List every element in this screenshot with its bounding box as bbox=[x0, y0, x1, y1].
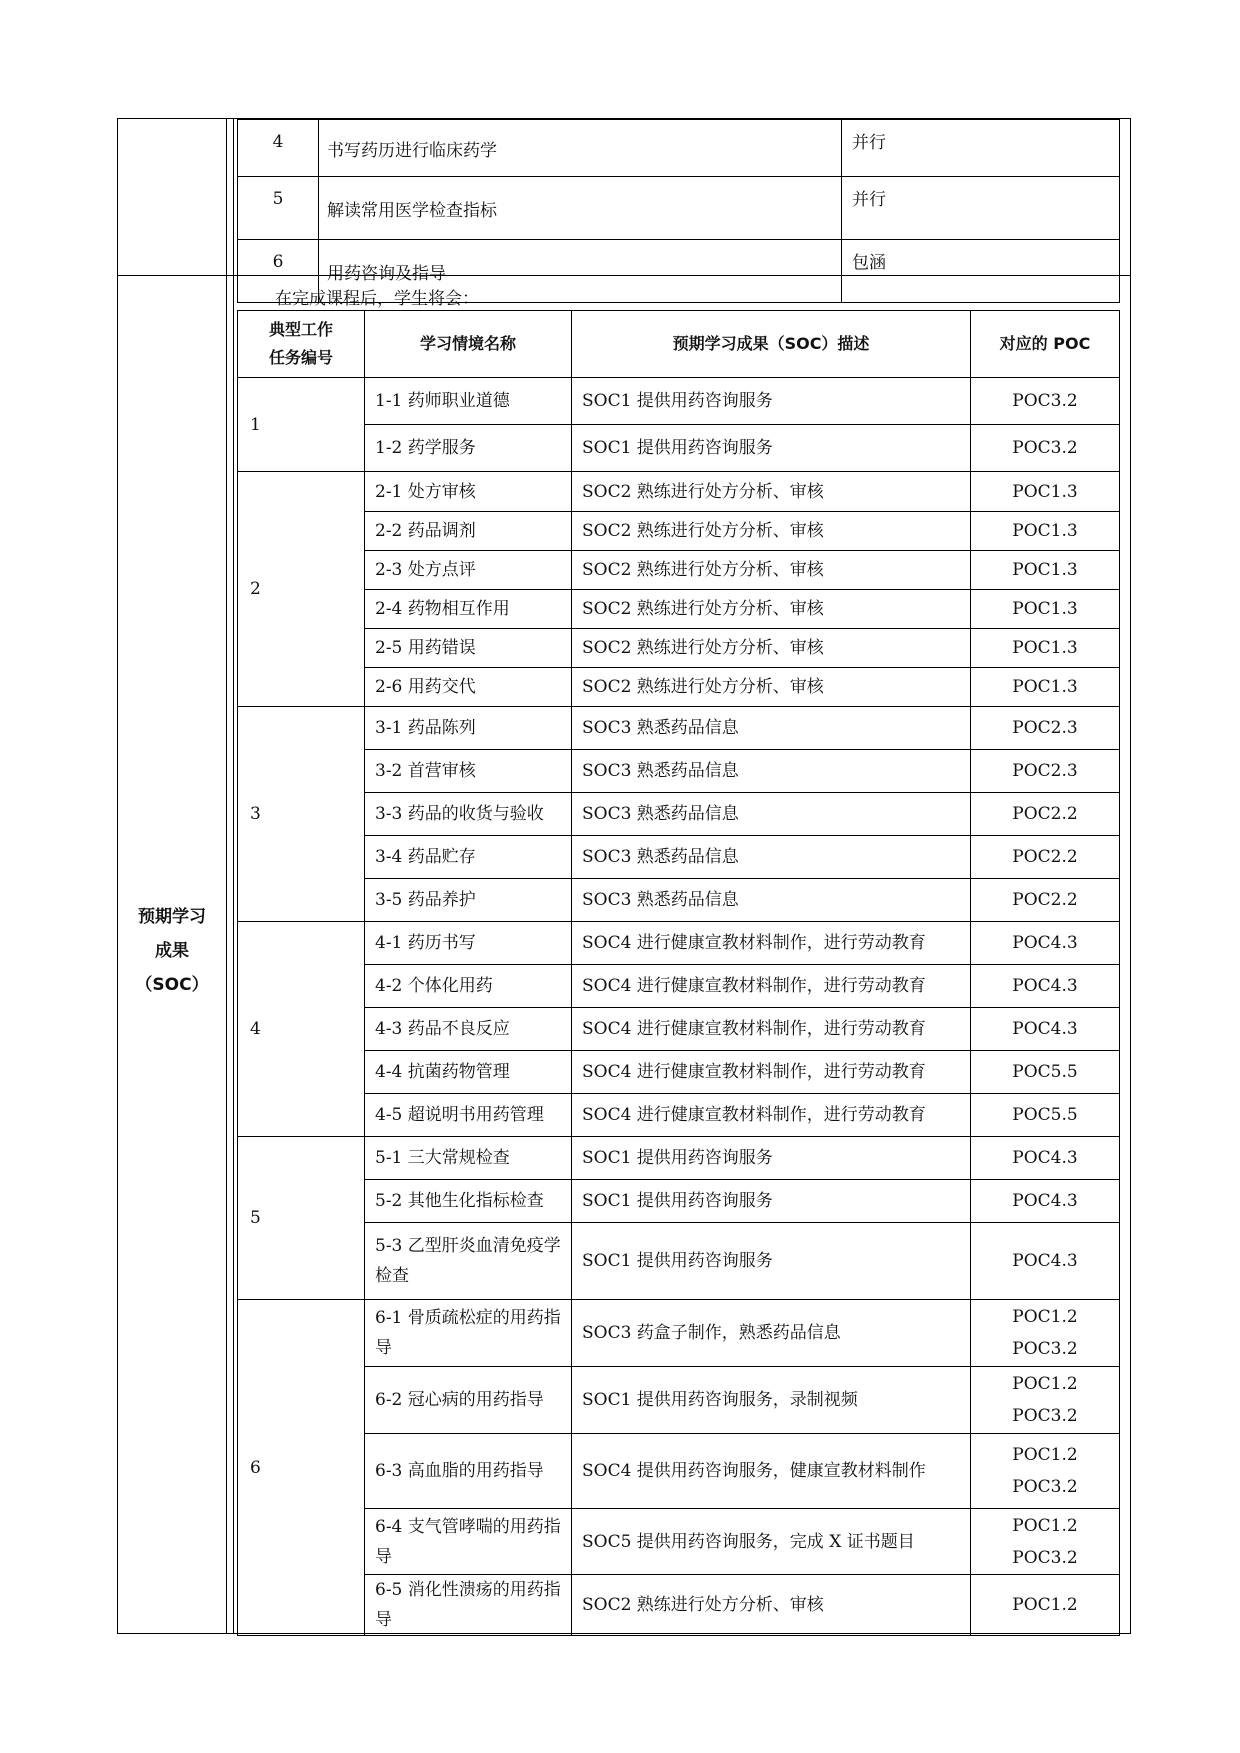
poc-value: POC1.2 bbox=[1012, 1515, 1078, 1536]
poc-cell bbox=[971, 1094, 1120, 1137]
poc-cell bbox=[971, 1434, 1120, 1509]
soc-description-cell: SOC3 熟悉药品信息 bbox=[572, 707, 971, 750]
poc-cell bbox=[971, 707, 1120, 750]
poc-cell bbox=[971, 512, 1120, 551]
poc-cell bbox=[971, 668, 1120, 707]
section-label-line: 预期学习 bbox=[138, 907, 206, 927]
soc-description-cell: SOC3 熟悉药品信息 bbox=[572, 836, 971, 879]
poc-value: POC4.3 bbox=[1012, 1191, 1078, 1211]
poc-value: POC1.2 bbox=[1012, 1595, 1078, 1615]
soc-description-cell: SOC1 提供用药咨询服务 bbox=[572, 378, 971, 425]
intro-text: 在完成课程后，学生将会： bbox=[275, 289, 479, 309]
poc-value: POC1.3 bbox=[1012, 521, 1078, 541]
soc-description-cell: SOC1 提供用药咨询服务，录制视频 bbox=[572, 1367, 971, 1434]
table-row bbox=[238, 1367, 1120, 1434]
situation-name-cell: 3-5 药品养护 bbox=[365, 879, 572, 922]
table-row bbox=[238, 750, 1120, 793]
poc-value: POC4.3 bbox=[1012, 1019, 1078, 1039]
poc-value: POC1.3 bbox=[1012, 599, 1078, 619]
table-row bbox=[238, 1300, 1120, 1367]
soc-description-cell: SOC2 熟练进行处方分析、审核 bbox=[572, 629, 971, 668]
situation-name-cell: 5-1 三大常规检查 bbox=[365, 1137, 572, 1180]
poc-cell bbox=[971, 590, 1120, 629]
poc-value: POC3.2 bbox=[1012, 438, 1078, 458]
table-row bbox=[238, 879, 1120, 922]
top-row-name: 书写药历进行临床药学 bbox=[319, 120, 842, 177]
task-number-cell: 1 bbox=[238, 378, 365, 472]
poc-value: POC5.5 bbox=[1012, 1105, 1078, 1125]
outer-border-left bbox=[117, 118, 118, 1634]
table-row bbox=[238, 1180, 1120, 1223]
task-number-cell: 4 bbox=[238, 922, 365, 1137]
soc-description-cell: SOC1 提供用药咨询服务 bbox=[572, 1137, 971, 1180]
situation-name-cell: 4-4 抗菌药物管理 bbox=[365, 1051, 572, 1094]
soc-description-cell: SOC2 熟练进行处方分析、审核 bbox=[572, 512, 971, 551]
poc-value: POC2.2 bbox=[1012, 847, 1078, 867]
soc-description-cell: SOC4 进行健康宣教材料制作，进行劳动教育 bbox=[572, 1094, 971, 1137]
table-row bbox=[238, 836, 1120, 879]
top-row-number: 6 bbox=[238, 240, 319, 303]
situation-name-cell: 2-6 用药交代 bbox=[365, 668, 572, 707]
soc-description-cell: SOC4 进行健康宣教材料制作，进行劳动教育 bbox=[572, 1008, 971, 1051]
poc-cell bbox=[971, 1180, 1120, 1223]
soc-description-cell: SOC3 药盒子制作，熟悉药品信息 bbox=[572, 1300, 971, 1367]
table-row bbox=[238, 1094, 1120, 1137]
poc-value: POC3.2 bbox=[1012, 1477, 1078, 1497]
header-task bbox=[238, 311, 365, 378]
situation-name-cell: 2-5 用药错误 bbox=[365, 629, 572, 668]
situation-name-cell: 3-4 药品贮存 bbox=[365, 836, 572, 879]
poc-cell bbox=[971, 1008, 1120, 1051]
table-row bbox=[238, 1223, 1120, 1300]
poc-cell bbox=[971, 551, 1120, 590]
poc-cell bbox=[971, 1509, 1120, 1575]
table-row bbox=[238, 629, 1120, 668]
poc-cell bbox=[971, 836, 1120, 879]
table-row bbox=[238, 1008, 1120, 1051]
situation-name-cell: 5-2 其他生化指标检查 bbox=[365, 1180, 572, 1223]
poc-cell bbox=[971, 472, 1120, 512]
situation-name-cell: 3-2 首营审核 bbox=[365, 750, 572, 793]
soc-description-cell: SOC1 提供用药咨询服务 bbox=[572, 1223, 971, 1300]
poc-value: POC1.2 bbox=[1012, 1445, 1078, 1465]
table-row bbox=[238, 551, 1120, 590]
situation-name-cell: 6-2 冠心病的用药指导 bbox=[365, 1367, 572, 1434]
poc-value: POC1.3 bbox=[1012, 481, 1078, 502]
soc-description-cell: SOC2 熟练进行处方分析、审核 bbox=[572, 1575, 971, 1636]
table-row bbox=[238, 793, 1120, 836]
soc-description-cell: SOC2 熟练进行处方分析、审核 bbox=[572, 551, 971, 590]
soc-description-cell: SOC5 提供用药咨询服务，完成 X 证书题目 bbox=[572, 1509, 971, 1575]
poc-value: POC1.2 bbox=[1012, 1374, 1078, 1394]
poc-value: POC3.2 bbox=[1012, 1339, 1078, 1359]
situation-name-cell: 3-3 药品的收货与验收 bbox=[365, 793, 572, 836]
table-row bbox=[238, 1051, 1120, 1094]
poc-cell bbox=[971, 1300, 1120, 1367]
top-row-relation: 包涵 bbox=[842, 240, 1120, 303]
top-row-name: 用药咨询及指导 bbox=[319, 240, 842, 303]
task-number-cell: 6 bbox=[238, 1300, 365, 1636]
soc-description-cell: SOC1 提供用药咨询服务 bbox=[572, 1180, 971, 1223]
label-column-divider-inner bbox=[233, 118, 234, 1634]
poc-cell bbox=[971, 1051, 1120, 1094]
poc-value: POC1.3 bbox=[1012, 677, 1078, 697]
situation-name-cell: 6-5 消化性溃疡的用药指导 bbox=[365, 1575, 572, 1636]
situation-name-cell: 2-4 药物相互作用 bbox=[365, 590, 572, 629]
header-task-line: 典型工作 bbox=[268, 320, 333, 339]
situation-name-cell: 4-1 药历书写 bbox=[365, 922, 572, 965]
table-row bbox=[238, 1434, 1120, 1509]
table-row bbox=[238, 590, 1120, 629]
poc-cell bbox=[971, 879, 1120, 922]
poc-value: POC1.2 bbox=[1012, 1307, 1078, 1327]
poc-cell bbox=[971, 629, 1120, 668]
table-row bbox=[238, 922, 1120, 965]
situation-name-cell: 4-5 超说明书用药管理 bbox=[365, 1094, 572, 1137]
poc-cell bbox=[971, 1223, 1120, 1300]
poc-value: POC2.2 bbox=[1012, 890, 1078, 910]
top-row-number: 4 bbox=[238, 120, 319, 177]
header-task-line: 任务编号 bbox=[268, 348, 333, 367]
table-row bbox=[238, 1575, 1120, 1636]
poc-value: POC4.3 bbox=[1012, 976, 1078, 996]
situation-name-cell: 1-1 药师职业道德 bbox=[365, 378, 572, 425]
soc-description-cell: SOC2 熟练进行处方分析、审核 bbox=[572, 472, 971, 512]
soc-description-cell: SOC4 进行健康宣教材料制作，进行劳动教育 bbox=[572, 965, 971, 1008]
table-row bbox=[238, 1137, 1120, 1180]
table-row bbox=[238, 668, 1120, 707]
soc-description-cell: SOC1 提供用药咨询服务 bbox=[572, 425, 971, 472]
situation-name-cell: 4-2 个体化用药 bbox=[365, 965, 572, 1008]
poc-value: POC4.3 bbox=[1012, 1251, 1078, 1271]
poc-value: POC3.2 bbox=[1012, 1547, 1078, 1568]
table-row bbox=[238, 1509, 1120, 1575]
soc-description-cell: SOC3 熟悉药品信息 bbox=[572, 793, 971, 836]
poc-value: POC5.5 bbox=[1012, 1062, 1078, 1082]
soc-description-cell: SOC2 熟练进行处方分析、审核 bbox=[572, 668, 971, 707]
situation-name-cell: 2-2 药品调剂 bbox=[365, 512, 572, 551]
top-row-number: 5 bbox=[238, 177, 319, 240]
soc-table bbox=[237, 310, 1120, 1636]
outer-border-right bbox=[1130, 118, 1131, 1634]
top-row-name: 解读常用医学检查指标 bbox=[319, 177, 842, 240]
table-row bbox=[238, 512, 1120, 551]
top-table bbox=[237, 119, 1120, 303]
header-desc: 预期学习成果（SOC）描述 bbox=[572, 311, 971, 378]
situation-name-cell: 2-1 处方审核 bbox=[365, 472, 572, 512]
header-poc: 对应的 POC bbox=[971, 311, 1120, 378]
situation-name-cell: 6-3 高血脂的用药指导 bbox=[365, 1434, 572, 1509]
poc-cell bbox=[971, 1575, 1120, 1636]
soc-description-cell: SOC3 熟悉药品信息 bbox=[572, 750, 971, 793]
header-name: 学习情境名称 bbox=[365, 311, 572, 378]
situation-name-cell: 6-1 骨质疏松症的用药指导 bbox=[365, 1300, 572, 1367]
top-table-row bbox=[238, 120, 1120, 177]
poc-cell bbox=[971, 425, 1120, 472]
poc-value: POC1.3 bbox=[1012, 638, 1078, 658]
poc-value: POC1.3 bbox=[1012, 560, 1078, 580]
poc-cell bbox=[971, 378, 1120, 425]
task-number-cell: 2 bbox=[238, 472, 365, 707]
soc-description-cell: SOC2 熟练进行处方分析、审核 bbox=[572, 590, 971, 629]
soc-description-cell: SOC3 熟悉药品信息 bbox=[572, 879, 971, 922]
section-label-line: （SOC） bbox=[135, 975, 209, 995]
poc-value: POC3.2 bbox=[1012, 1406, 1078, 1426]
section-label-line: 成果 bbox=[155, 941, 189, 961]
table-row bbox=[238, 707, 1120, 750]
poc-value: POC2.3 bbox=[1012, 718, 1078, 738]
poc-value: POC2.3 bbox=[1012, 761, 1078, 781]
task-number-cell: 5 bbox=[238, 1137, 365, 1300]
table-header-row bbox=[238, 311, 1120, 378]
poc-cell bbox=[971, 793, 1120, 836]
soc-description-cell: SOC4 进行健康宣教材料制作，进行劳动教育 bbox=[572, 922, 971, 965]
soc-description-cell: SOC4 进行健康宣教材料制作，进行劳动教育 bbox=[572, 1051, 971, 1094]
top-row-relation: 并行 bbox=[842, 120, 1120, 177]
task-number-cell: 3 bbox=[238, 707, 365, 922]
top-table-row bbox=[238, 177, 1120, 240]
table-row bbox=[238, 472, 1120, 512]
poc-cell bbox=[971, 1367, 1120, 1434]
situation-name-cell: 4-3 药品不良反应 bbox=[365, 1008, 572, 1051]
label-column-divider bbox=[226, 118, 227, 1634]
poc-cell bbox=[971, 750, 1120, 793]
table-row bbox=[238, 425, 1120, 472]
section-label bbox=[118, 900, 226, 1002]
situation-name-cell: 3-1 药品陈列 bbox=[365, 707, 572, 750]
poc-cell bbox=[971, 965, 1120, 1008]
soc-description-cell: SOC4 提供用药咨询服务，健康宣教材料制作 bbox=[572, 1434, 971, 1509]
poc-value: POC4.3 bbox=[1012, 1148, 1078, 1168]
top-row-relation: 并行 bbox=[842, 177, 1120, 240]
situation-name-cell: 6-4 支气管哮喘的用药指导 bbox=[365, 1509, 572, 1575]
situation-name-cell: 1-2 药学服务 bbox=[365, 425, 572, 472]
situation-name-cell: 5-3 乙型肝炎血清免疫学检查 bbox=[365, 1223, 572, 1300]
poc-value: POC3.2 bbox=[1012, 391, 1078, 411]
table-row bbox=[238, 965, 1120, 1008]
poc-cell bbox=[971, 1137, 1120, 1180]
table-row bbox=[238, 378, 1120, 425]
poc-value: POC4.3 bbox=[1012, 933, 1078, 953]
poc-value: POC2.2 bbox=[1012, 804, 1078, 824]
situation-name-cell: 2-3 处方点评 bbox=[365, 551, 572, 590]
poc-cell bbox=[971, 922, 1120, 965]
